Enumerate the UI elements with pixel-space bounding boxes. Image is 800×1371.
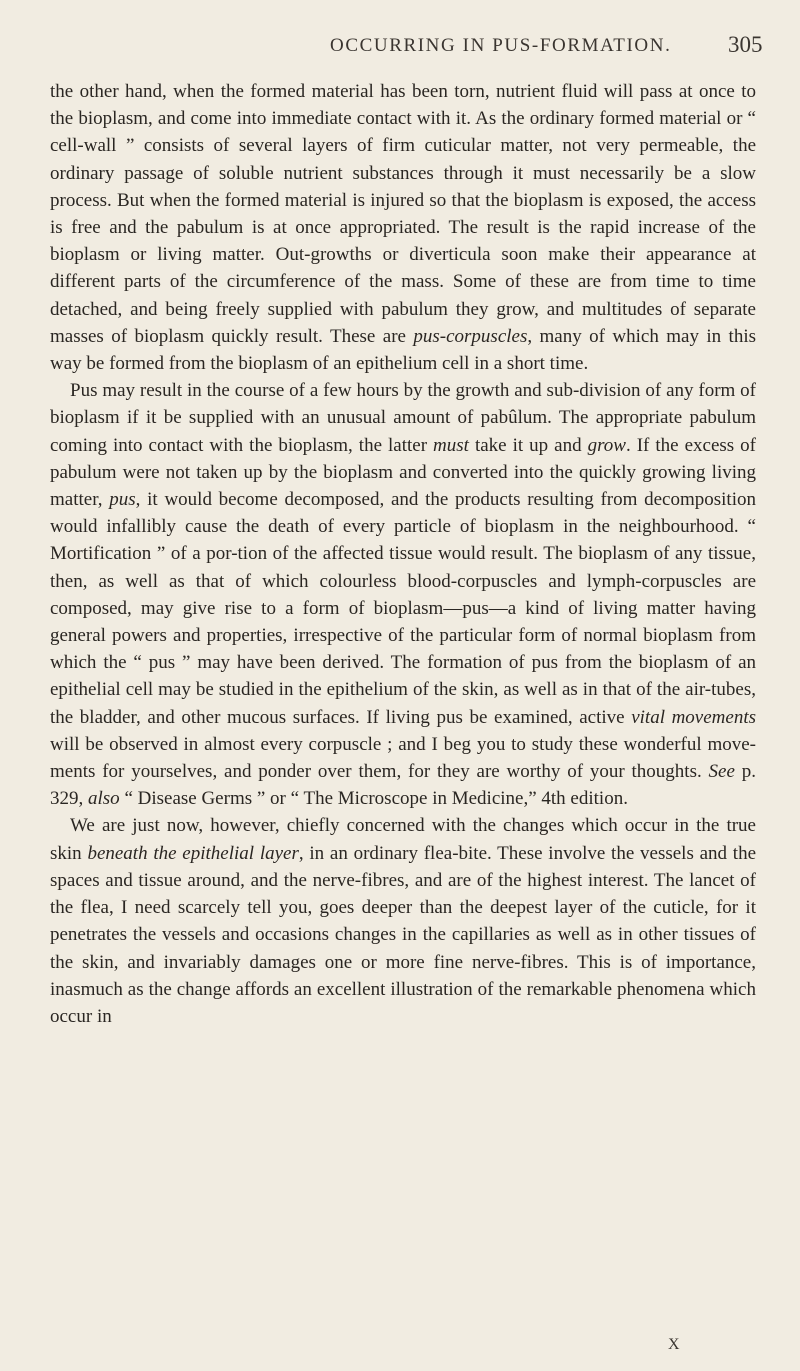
text-run: take it up and	[468, 434, 588, 456]
italic-run: pus	[109, 489, 136, 511]
italic-run: pus-corpuscles	[413, 325, 528, 347]
running-head	[0, 20, 800, 60]
running-title: OCCURRING IN PUS-FORMATION.	[330, 35, 672, 56]
paragraph-2	[50, 377, 756, 812]
signature-mark: X	[668, 1336, 681, 1353]
page-number: 305	[728, 32, 763, 57]
italic-run: vital movements	[631, 706, 757, 728]
text-run: , it would become decomposed, and the products resulting from decomposition would infallibly cause the death of every particle of bioplasm in the neighbourhood. “ Mortification ” of a por-tion of the affected tissue would result. The bioplasm of any tissue, then, as well as that of which colourless blood-corpuscles and lymph-corpuscles are composed, may give rise to a form of bioplasm—pus—a kind of living matter having general powers and properties, irrespective of the particular form of normal bioplasm from which the “ pus ” may have been derived. The formation of pus from the bioplasm of an epithelial cell may be studied in the epithelium of the skin, as well as in that of the air-tubes, the bladder, and other mucous surfaces. If living pus be examined, active	[50, 489, 756, 728]
italic-run: also	[88, 788, 120, 810]
text-run: will be observed in almost every corpuscle ; and I beg you to study these wonderful move-ments for yourselves, and ponder over them, for they are worthy of your thoughts.	[50, 733, 756, 783]
text-run: Pus may result in the course of a few hours by the growth and sub-division of any form of bioplasm if it be supplied with an unusual amount of pabûlum. The appropriate pabulum coming into contact with the bioplasm, the latter	[50, 380, 756, 456]
italic-run: See	[708, 761, 735, 783]
text-run: “ Disease Germs ” or “ The Microscope in Medicine,” 4th edition.	[119, 788, 628, 810]
text-run: . If the excess of pabulum were not taken up by the bioplasm and converted into the quickly growing living matter,	[50, 434, 756, 511]
text-run: We are just now, however, chiefly concerned with the changes which occur in the true skin	[50, 815, 756, 864]
italic-run: must	[433, 434, 469, 456]
text-run: p. 329,	[50, 761, 756, 810]
paragraph-1	[50, 78, 756, 377]
italic-run: beneath the epithelial layer	[87, 842, 299, 864]
body-text	[50, 78, 756, 1030]
text-run: , in an ordinary flea-bite. These involve the vessels and the spaces and tissue around, and the nerve-fibres, and are of the highest interest. The lancet of the flea, I need scarcely tell you, goes deeper than the deepest layer of the cuticle, for it penetrates the vessels and occasions changes in the capillaries as well as in other tissues of the skin, and invariably damages one or more fine nerve-fibres. This is of importance, inasmuch as the change affords an excellent illustration of the remarkable phenomena which occur in	[50, 842, 756, 1027]
text-run: the other hand, when the formed material has been torn, nutrient fluid will pass at once to the bioplasm, and come into immediate contact with it. As the ordinary formed material or “ cell-wall ” consists of several layers of firm cuticular matter, not very permeable, the ordinary passage of soluble nutrient substances through it must necessarily be a slow process. But when the formed material is injured so that the bioplasm is exposed, the access is free and the pabulum is at once appropriated. The result is the rapid increase of the bioplasm or living matter. Out-growths or diverticula soon make their appearance at different parts of the circumference of the mass. Some of these are from time to time detached, and being freely supplied with pabulum they grow, and multitudes of separate masses of bioplasm quickly result. These are	[50, 81, 756, 347]
text-run: , many of which may in this way be formed from the bioplasm of an epithelium cell in a short time.	[50, 325, 756, 375]
paragraph-3	[50, 812, 756, 1030]
italic-run: grow	[587, 434, 626, 456]
